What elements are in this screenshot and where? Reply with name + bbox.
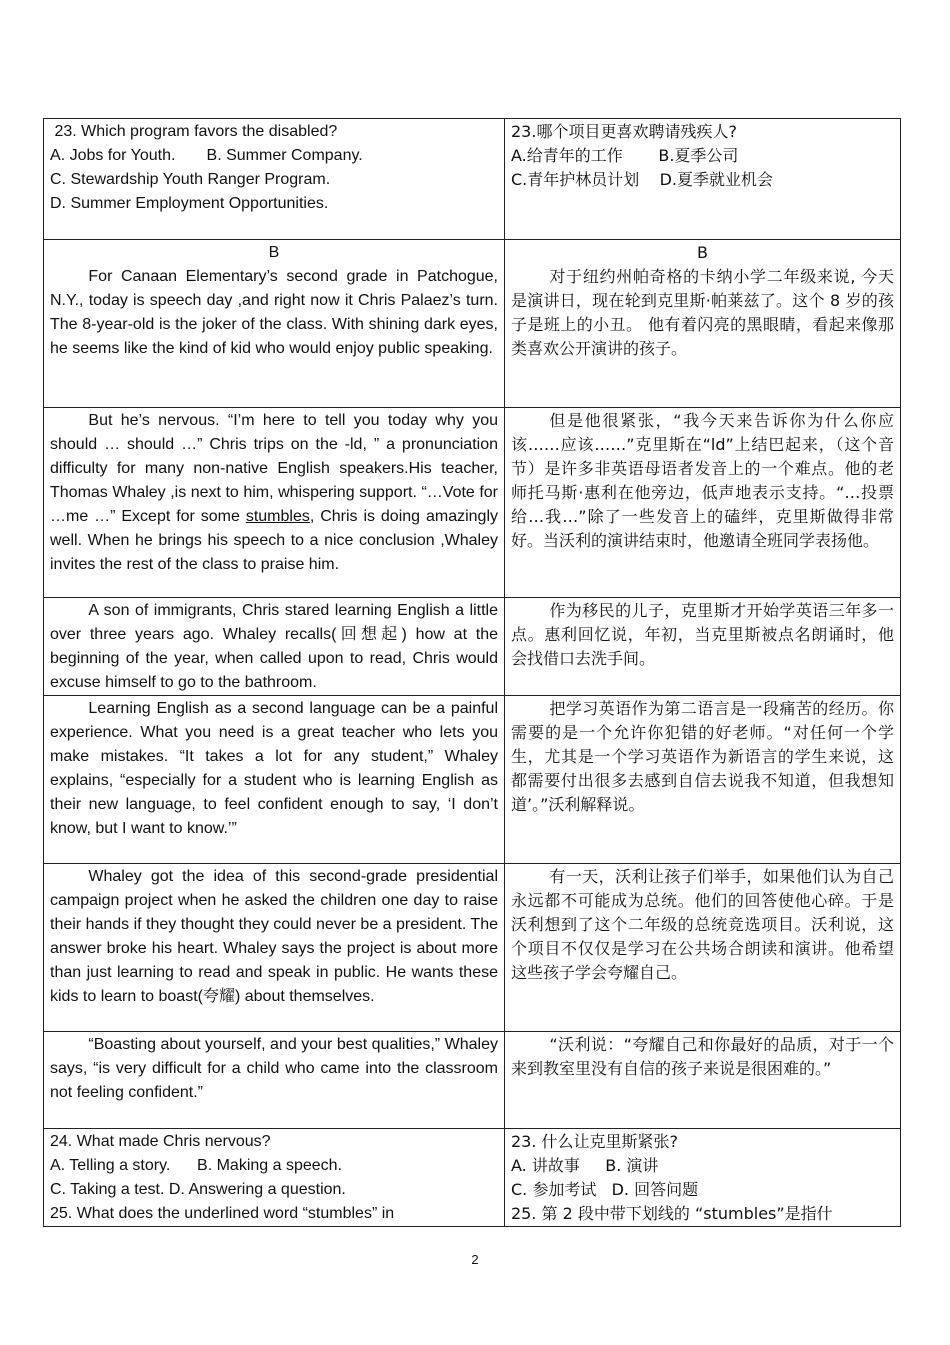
table-row: [44, 696, 901, 864]
text-line: 25. What does the underlined word “stumbles” in: [50, 1205, 395, 1222]
chinese-cell: [505, 240, 901, 408]
table-row: [44, 1129, 901, 1227]
chinese-cell: [505, 696, 901, 864]
english-cell: [44, 1032, 505, 1129]
text-line: 24. What made Chris nervous?: [50, 1133, 271, 1150]
chinese-cell: [505, 864, 901, 1032]
english-cell: [44, 119, 505, 240]
paragraph: A son of immigrants, Chris stared learning English a little over three years ago. Whaley recalls(回想起) how at the beginning of the year, when called upon to read, Chris would excuse himself to go to the bathroom.: [50, 602, 498, 691]
paragraph: Whaley got the idea of this second-grade presidential campaign project when he asked the children one day to raise their hands if they thought they could never be a president. The answer broke his heart. Whaley says the project is about more than just learning to read and speak in public. He wants these kids to learn to boast(夸耀) about themselves.: [50, 868, 498, 1005]
paragraph: 作为移民的儿子，克里斯才开始学英语三年多一点。惠利回忆说，年初，当克里斯被点名朗诵时，他会找借口去洗手间。: [511, 601, 894, 668]
text-line: A. Jobs for Youth. B. Summer Company.: [50, 147, 363, 164]
chinese-cell: [505, 119, 901, 240]
text-line: A. Telling a story. B. Making a speech.: [50, 1157, 342, 1174]
english-cell: [44, 598, 505, 696]
text-line: C. 参加考试 D. 回答问题: [511, 1180, 699, 1199]
table-row: [44, 1032, 901, 1129]
underlined-word: stumbles: [245, 508, 310, 525]
english-cell: [44, 1129, 505, 1227]
chinese-cell: [505, 408, 901, 598]
text-line: D. Summer Employment Opportunities.: [50, 195, 329, 212]
text-line: A.给青年的工作 B.夏季公司: [511, 146, 739, 165]
chinese-cell: [505, 598, 901, 696]
paragraph: 但是他很紧张，“我今天来告诉你为什么你应该……应该……”克里斯在“ld”上结巴起来，（这个音节）是许多非英语母语者发音上的一个难点。他的老师托马斯·惠利在他旁边，低声地表示支持。“…投票给…我…”除了一些发音上的磕绊，克里斯做得非常好。当沃利的演讲结束时，他邀请全班同学表扬他。: [511, 411, 894, 550]
text-line: A. 讲故事 B. 演讲: [511, 1156, 659, 1175]
english-cell: [44, 408, 505, 598]
table-row: [44, 119, 901, 240]
text-line: C. Taking a test. D. Answering a question.: [50, 1181, 346, 1198]
english-cell: [44, 864, 505, 1032]
paragraph: Learning English as a second language can be a painful experience. What you need is a great teacher who lets you make mistakes. “It takes a lot for any student,” Whaley explains, “especially for a student who is learning English as their new language, to feel confident enough to say, ‘I don’t know, but I want to know.’”: [50, 700, 498, 837]
page-number: 2: [471, 1252, 479, 1267]
chinese-cell: [505, 1129, 901, 1227]
table-row: [44, 240, 901, 408]
paragraph: “Boasting about yourself, and your best qualities,” Whaley says, “is very difficult for a child who came into the classroom not feeling confident.”: [50, 1036, 498, 1101]
text-line: 23. 什么让克里斯紧张?: [511, 1132, 679, 1151]
section-heading: B: [697, 243, 708, 262]
chinese-cell: [505, 1032, 901, 1129]
text-line: 25. 第 2 段中带下划线的 “stumbles”是指什: [511, 1204, 833, 1223]
paragraph: [50, 409, 498, 577]
english-cell: [44, 240, 505, 408]
text-line: C. Stewardship Youth Ranger Program.: [50, 171, 331, 188]
paragraph: 对于纽约州帕奇格的卡纳小学二年级来说, 今天是演讲日，现在轮到克里斯·帕莱兹了。这个 8 岁的孩子是班上的小丑。 他有着闪亮的黑眼睛，看起来像那类喜欢公开演讲的孩子。: [511, 267, 894, 358]
text-line: 23.哪个项目更喜欢聘请残疾人?: [511, 122, 737, 141]
english-cell: [44, 696, 505, 864]
text-line: C.青年护林员计划 D.夏季就业机会: [511, 170, 774, 189]
table-row: [44, 598, 901, 696]
table-row: [44, 864, 901, 1032]
paragraph: 把学习英语作为第二语言是一段痛苦的经历。你需要的是一个允许你犯错的好老师。“对任何一个学生，尤其是一个学习英语作为新语言的学生来说，这都需要付出很多去感到自信去说我不知道，但我想知道’。”沃利解释说。: [511, 699, 894, 814]
paragraph: 有一天，沃利让孩子们举手，如果他们认为自己永远都不可能成为总统。他们的回答使他心碎。于是沃利想到了这个二年级的总统竞选项目。沃利说，这个项目不仅仅是学习在公共场合朗读和演讲。他希望这些孩子学会夸耀自己。: [511, 867, 894, 982]
text-line: 23. Which program favors the disabled?: [50, 123, 338, 140]
table-row: [44, 408, 901, 598]
paragraph-text: But he’s nervous. “I’m here to tell you today why you should … should …” Chris trips on the -ld, ” a pronunciation difficulty for many non-native English speakers.His teacher, Thomas Whaley ,is next to him, whispering support. “…Vote for …me …” Except for some: [50, 412, 498, 525]
bilingual-table: [43, 118, 900, 1227]
paragraph: “沃利说：“夸耀自己和你最好的品质，对于一个来到教室里没有自信的孩子来说是很困难的。”: [511, 1035, 894, 1078]
paragraph-text: , Chris is doing amazingly well. When he brings his speech to a nice conclusion ,Whaley invites the rest of the class to praise him.: [50, 508, 498, 573]
section-heading: B: [268, 244, 280, 261]
paragraph: For Canaan Elementary’s second grade in Patchogue, N.Y., today is speech day ,and right now it Chris Palaez’s turn. The 8-year-old is the joker of the class. With shining dark eyes, he seems like the kind of kid who would enjoy public speaking.: [50, 268, 498, 357]
